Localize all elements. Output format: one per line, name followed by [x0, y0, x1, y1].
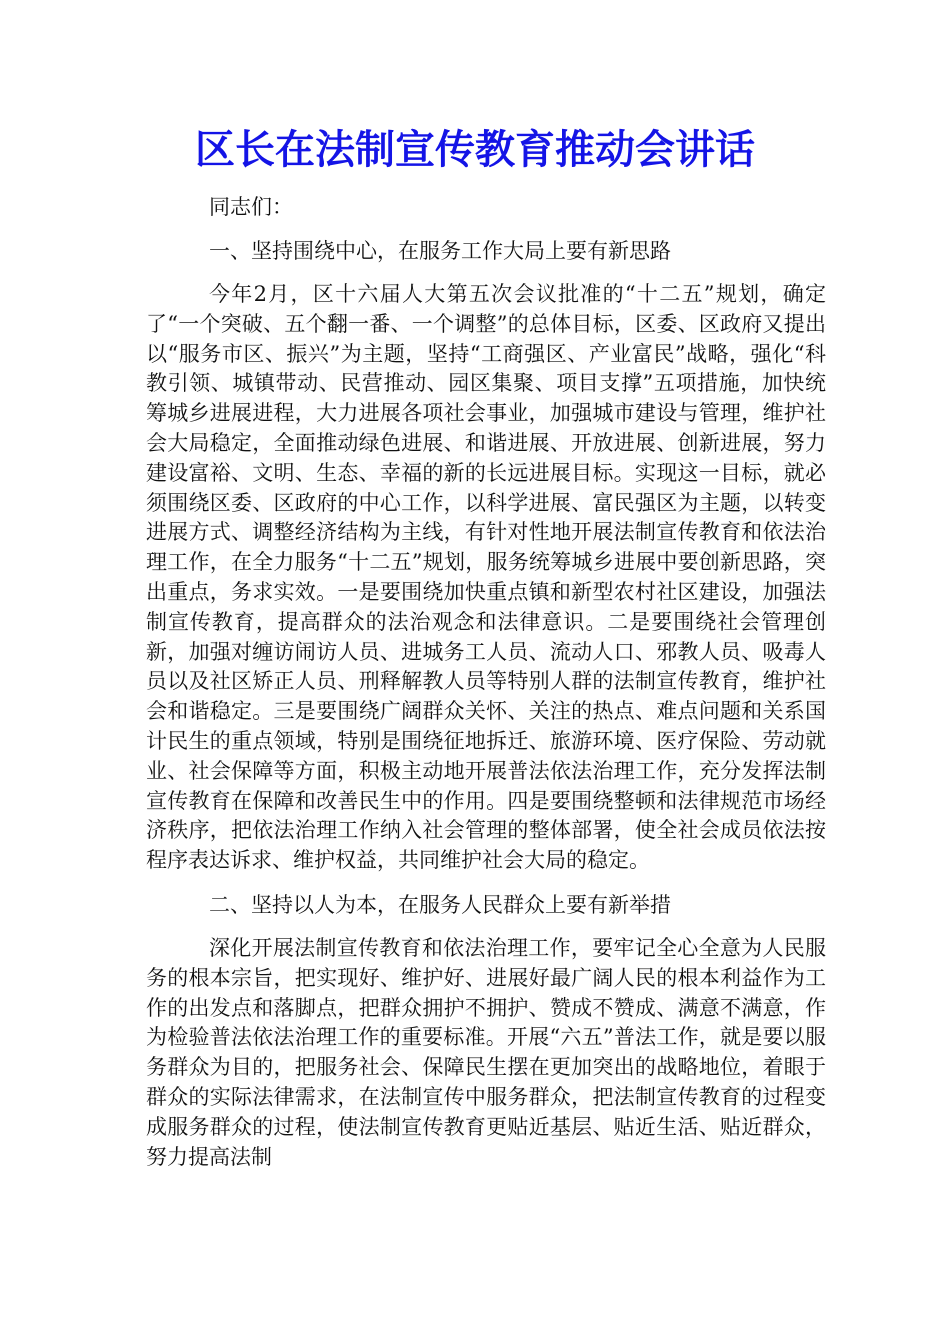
- section-1-paragraph: 今年2月，区十六届人大第五次会议批准的“十二五”规划，确定了“一个突破、五个翻一番、一个调整”的总体目标，区委、区政府又提出以“服务市区、振兴”为主题，坚持“工商强区、产业富民”战略，强化“科教引领、城镇带动、民营推动、园区集聚、项目支撑”五项措施，加快统筹城乡进展进程，大力进展各项社会事业，加强城市建设与管理，维护社会大局稳定，全面推动绿色进展、和谐进展、开放进展、创新进展，努力建设富裕、文明、生态、幸福的新的长远进展目标。实现这一目标，就必须围绕区委、区政府的中心工作，以科学进展、富民强区为主题，以转变进展方式、调整经济结构为主线，有针对性地开展法制宣传教育和依法治理工作，在全力服务“十二五”规划，服务统筹城乡进展中要创新思路，突出重点，务求实效。一是要围绕加快重点镇和新型农村社区建设，加强法制宣传教育，提高群众的法治观念和法律意识。二是要围绕社会管理创新，加强对缠访闹访人员、进城务工人员、流动人口、邪教人员、吸毒人员以及社区矫正人员、刑释解教人员等特别人群的法制宣传教育，维护社会和谐稳定。三是要围绕广阔群众关怀、关注的热点、难点问题和关系国计民生的重点领域，特别是围绕征地拆迁、旅游环境、医疗保险、劳动就业、社会保障等方面，积极主动地开展普法依法治理工作，充分发挥法制宣传教育在保障和改善民生中的作用。四是要围绕整顿和法律规范市场经济秩序，把依法治理工作纳入社会管理的整体部署，使全社会成员依法按程序表达诉求、维护权益，共同维护社会大局的稳定。: [146, 282, 826, 873]
- document-title: 区长在法制宣传教育推动会讲话: [195, 126, 755, 173]
- section-1-heading: 一、坚持围绕中心，在服务工作大局上要有新思路: [209, 239, 671, 263]
- salutation: 同志们：: [209, 195, 293, 219]
- section-2-heading: 二、坚持以人为本，在服务人民群众上要有新举措: [209, 892, 671, 917]
- document-body: [146, 192, 826, 1186]
- section-2-paragraph: 深化开展法制宣传教育和依法治理工作，要牢记全心全意为人民服务的根本宗旨，把实现好、维护好、进展好最广阔人民的根本利益作为工作的出发点和落脚点，把群众拥护不拥护、赞成不赞成、满意不满意，作为检验普法依法治理工作的重要标准。开展“六五”普法工作，就是要以服务群众为目的，把服务社会、保障民生摆在更加突出的战略地位，着眼于群众的实际法律需求，在法制宣传中服务群众，把法制宣传教育的过程变成服务群众的过程，使法制宣传教育更贴近基层、贴近生活、贴近群众，努力提高法制: [146, 935, 826, 1169]
